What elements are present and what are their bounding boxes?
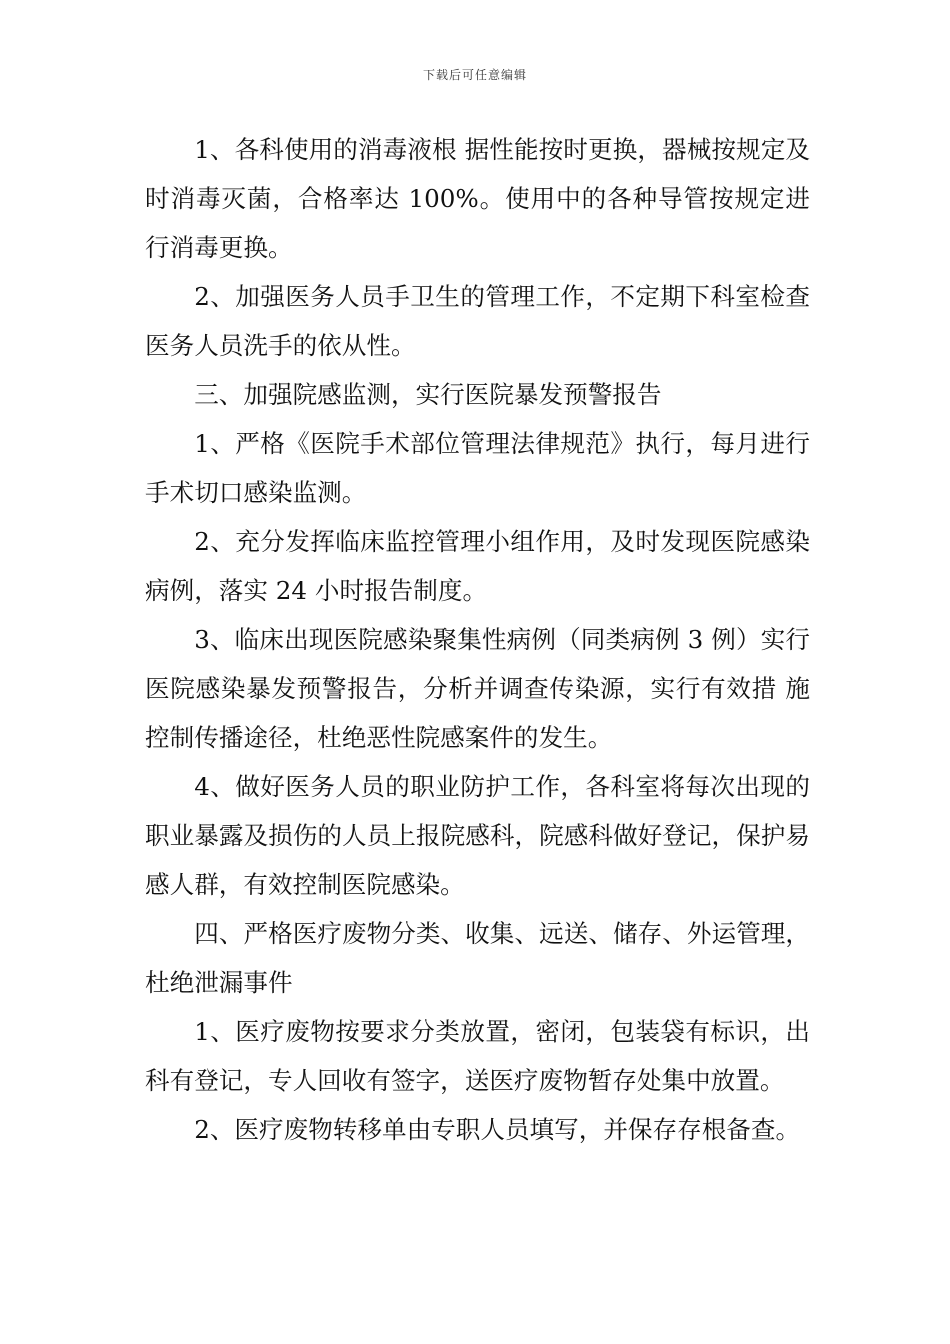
paragraph-occupational-protection: 4、做好医务人员的职业防护工作，各科室将每次出现的职业暴露及损伤的人员上报院感科，院感科做好登记，保护易感人群，有效控制医院感染。: [145, 772, 810, 899]
paragraph-disinfectant-replacement: 1、各科使用的消毒液根 据性能按时更换，器械按规定及时消毒灭菌，合格率达 100%。使用中的各种导管按规定进行消毒更换。: [145, 135, 810, 262]
section-heading-monitoring: 三、加强院感监测，实行医院暴发预警报告: [194, 380, 662, 409]
page-header-note: 下载后可任意编辑: [422, 68, 527, 82]
section-heading-medical-waste: 四、严格医疗废物分类、收集、远送、储存、外运管理， 杜绝泄漏事件: [145, 919, 810, 997]
paragraph-surgical-site: 1、严格《医院手术部位管理法律规范》执行，每月进行手术切口感染监测。: [145, 429, 810, 507]
paragraph-waste-transfer-form: 2、医疗废物转移单由专职人员填写，并保存存根备查。: [194, 1115, 801, 1144]
paragraph-hand-hygiene: 2、加强医务人员手卫生的管理工作，不定期下科室检查医务人员洗手的依从性。: [145, 282, 810, 360]
document-body: [145, 125, 810, 1154]
paragraph-monitoring-group: 2、充分发挥临床监控管理小组作用，及时发现医院感染病例，落实 24 小时报告制度。: [145, 527, 810, 605]
paragraph-outbreak-warning: 3、临床出现医院感染聚集性病例（同类病例 3 例）实行医院感染暴发预警报告，分析并调查传染源，实行有效措 施控制传播途径，杜绝恶性院感案件的发生。: [145, 625, 810, 752]
paragraph-waste-sorting: 1、医疗废物按要求分类放置，密闭，包装袋有标识，出科有登记，专人回收有签字，送医疗废物暂存处集中放置。: [145, 1017, 810, 1095]
